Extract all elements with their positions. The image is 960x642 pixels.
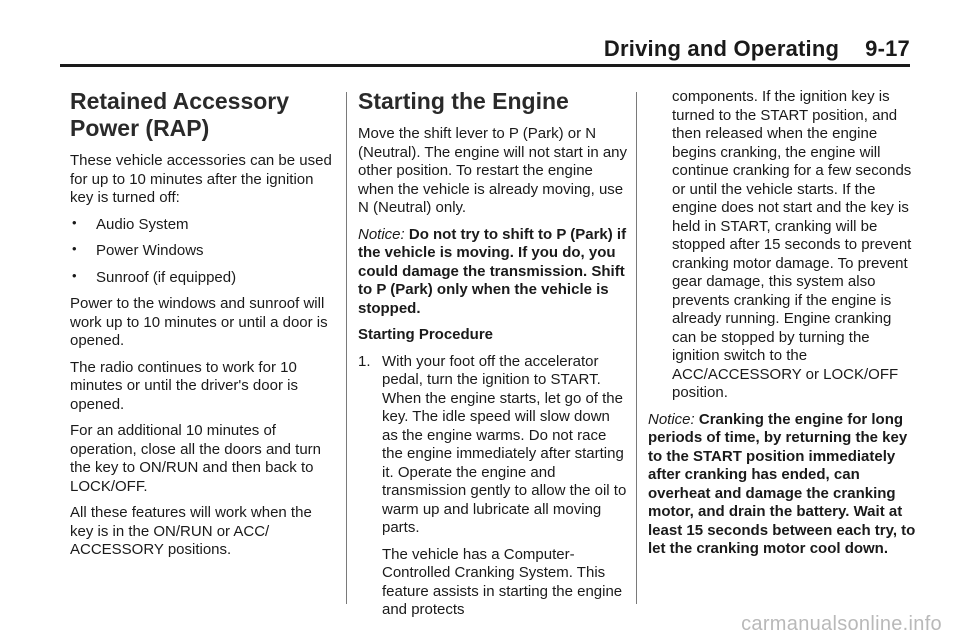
watermark: carmanualsonline.info [741, 613, 942, 635]
column-divider-1 [346, 92, 347, 604]
section-title: Driving and Operating [603, 36, 840, 61]
rap-paragraph-windows: Power to the windows and sunroof will work up to 10 minutes or until a door is opened. [70, 295, 328, 349]
step-continuation: The vehicle has a Computer-Controlled Cranking System. This feature assists in starting the engine and protects [382, 545, 623, 618]
notice-text: Cranking the engine for long periods of time, by returning the key to the START position immediately after cranking has ended, can overheat and damage the cranking motor, and drain the battery. Wait at least 15 seconds between each try, to let the cranking motor cool down. [648, 410, 916, 557]
procedure-heading: Starting Procedure [358, 326, 494, 343]
header-text [604, 36, 910, 62]
column-1 [70, 88, 338, 568]
procedure-step-1 [358, 353, 628, 538]
cranking-continuation: components. If the ignition key is turned to the START position, and then released when the engine begins cranking, the engine will continue cranking for a few seconds or until the vehicle starts. If the engine does not start and the key is held in START, cranking will be stopped after 15 seconds to prevent cranking motor damage. To prevent gear damage, this system also prevents cranking if the engine is already running. Engine cranking can be stopped by turning the ignition switch to the ACC/ACCESSORY or LOCK/OFF position. [672, 88, 912, 401]
rap-paragraph-radio: The radio continues to work for 10 minutes or until the driver's door is opened. [70, 358, 298, 413]
list-item: • Power Windows [70, 242, 338, 261]
rap-paragraph-additional: For an additional 10 minutes of operation, close all the doors and turn the key to ON/RUN and then back to LOCK/OFF. [70, 422, 321, 495]
rap-intro: These vehicle accessories can be used for up to 10 minutes after the ignition key is turned off: [70, 152, 332, 206]
starting-intro: Move the shift lever to P (Park) or N (Neutral). The engine will not start in any other position. To restart the engine when the vehicle is already moving, use N (Neutral) only. [358, 125, 628, 216]
rap-heading-line2: Power (RAP) [70, 115, 210, 141]
list-item: • Sunroof (if equipped) [70, 269, 338, 288]
step-text: With your foot off the accelerator pedal, turn the ignition to START. When the engine starts, let go of the key. The idle speed will slow down as the engine warms. Do not race the engine immediately after starting it. Operate the engine and transmission gently to allow the oil to warm up and lubricate all moving parts. [382, 352, 627, 536]
notice-text: Do not try to shift to P (Park) if the vehicle is moving. If you do, you could damage the transmission. Shift to P (Park) only when the vehicle is stopped. [358, 225, 627, 317]
list-item: • Audio System [70, 216, 338, 235]
notice-cranking [648, 411, 918, 559]
column-3 [648, 88, 918, 567]
rap-paragraph-positions: All these features will work when the key is in the ON/RUN or ACC/ ACCESSORY positions. [70, 504, 312, 558]
step-number: 1. [358, 352, 371, 370]
notice-label: Notice: [648, 410, 695, 428]
page-header [60, 36, 910, 67]
notice-label: Notice: [358, 225, 405, 243]
column-2 [358, 88, 628, 628]
column-divider-2 [636, 92, 637, 604]
starting-engine-heading: Starting the Engine [358, 88, 569, 114]
rap-heading [70, 88, 338, 142]
notice-park [358, 226, 628, 319]
page-number: 9-17 [865, 36, 910, 61]
rap-heading-line1: Retained Accessory [70, 88, 290, 114]
accessory-list [70, 216, 338, 288]
